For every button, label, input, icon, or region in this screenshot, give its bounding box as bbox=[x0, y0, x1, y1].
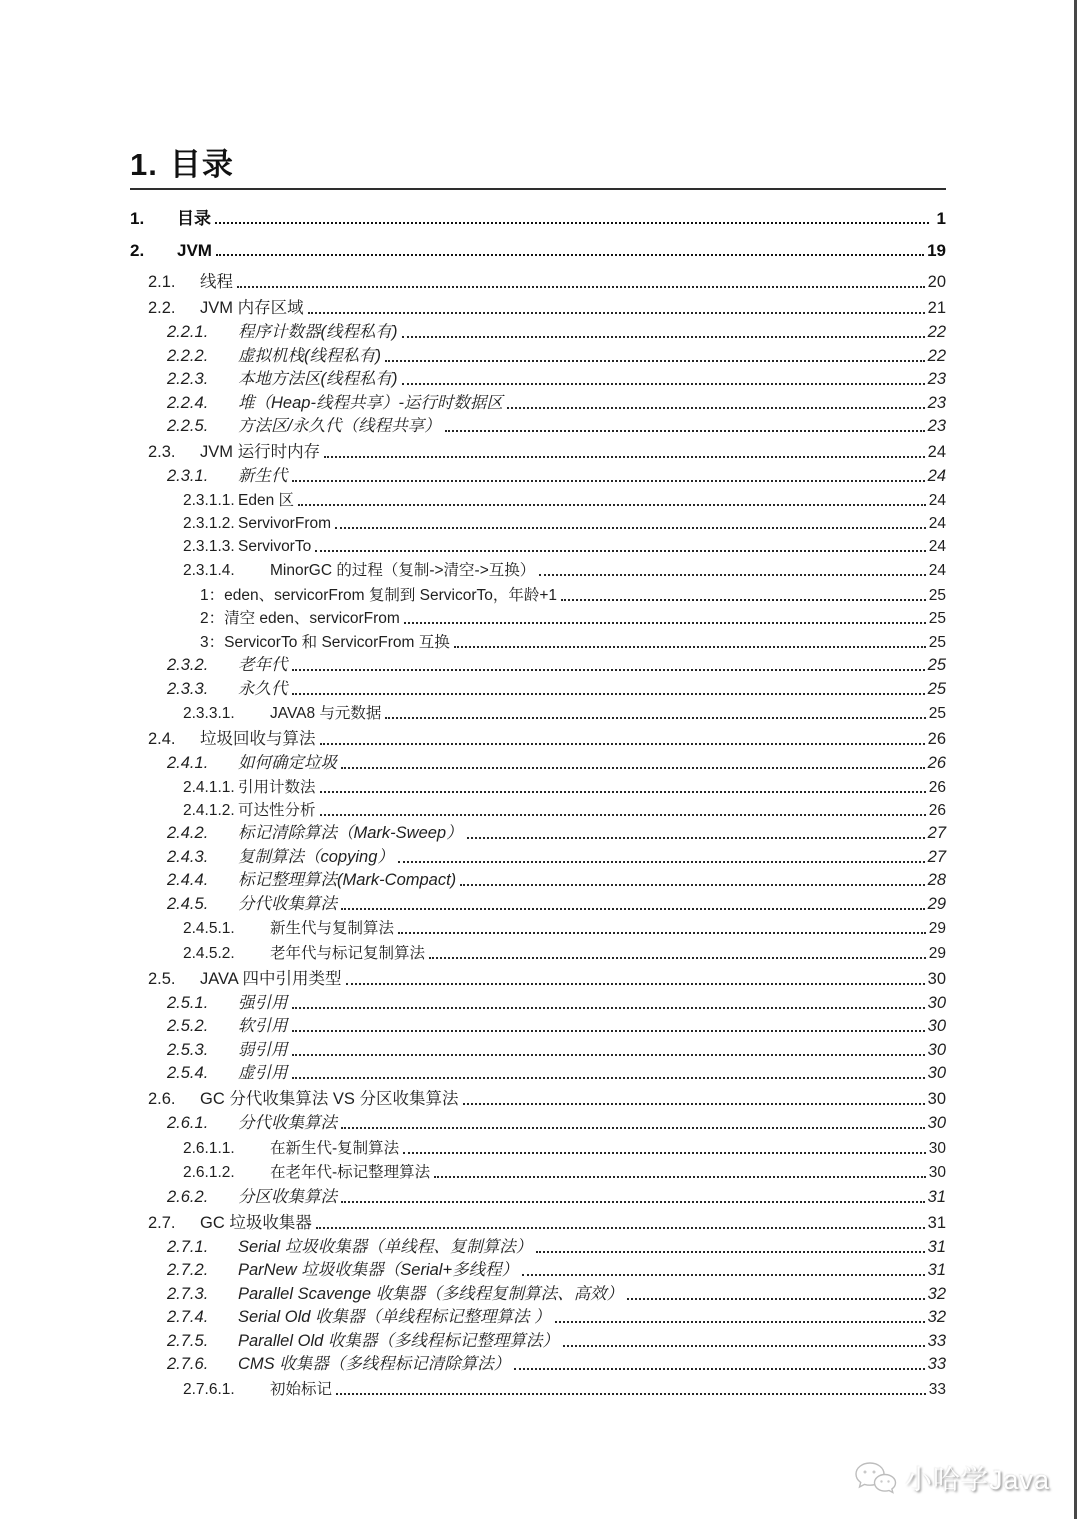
toc-entry-number: 2.2.3. bbox=[167, 370, 209, 388]
toc-entry-label: JAVA8 与元数据 bbox=[270, 705, 382, 722]
toc-entry bbox=[167, 466, 946, 487]
toc-list bbox=[130, 208, 946, 1400]
toc-entry-number: 2.6.1. bbox=[167, 1114, 209, 1132]
toc-entry bbox=[183, 490, 946, 511]
toc-entry-label: Eden 区 bbox=[238, 491, 295, 509]
toc-entry-page: 20 bbox=[927, 273, 946, 291]
toc-entry-page: 30 bbox=[927, 1090, 946, 1108]
dot-leader bbox=[402, 383, 925, 385]
toc-entry-number: 2.7.5. bbox=[167, 1331, 209, 1350]
dot-leader bbox=[324, 456, 925, 458]
toc-entry-number: 2.2.5. bbox=[167, 417, 209, 435]
toc-entry-label: 初始标记 bbox=[270, 1380, 333, 1398]
toc-entry bbox=[167, 679, 946, 700]
toc-entry-page: 30 bbox=[928, 1139, 946, 1157]
toc-entry bbox=[167, 993, 946, 1014]
toc-entry bbox=[167, 1063, 946, 1084]
toc-entry bbox=[167, 1260, 946, 1281]
toc-entry-page: 23 bbox=[927, 393, 946, 412]
toc-entry-label: CMS 收集器（多线程标记清除算法） bbox=[238, 1355, 511, 1373]
dot-leader bbox=[522, 1274, 925, 1276]
toc-entry bbox=[183, 1162, 946, 1183]
toc-entry-page: 29 bbox=[928, 944, 946, 962]
toc-entry-page: 24 bbox=[927, 467, 946, 485]
dot-leader bbox=[445, 430, 925, 432]
toc-entry-label: 弱引用 bbox=[238, 1040, 288, 1059]
toc-entry-page: 32 bbox=[927, 1308, 946, 1326]
toc-entry-label: 在老年代-标记整理算法 bbox=[270, 1164, 431, 1181]
dot-leader bbox=[316, 1227, 925, 1229]
toc-entry bbox=[183, 777, 946, 798]
toc-entry bbox=[167, 369, 946, 390]
toc-entry-page: 25 bbox=[928, 633, 946, 651]
toc-entry-label: 方法区/永久代（线程共享） bbox=[238, 417, 441, 435]
toc-entry-label: MinorGC 的过程（复制->清空->互换） bbox=[270, 562, 536, 579]
toc-entry-page: 29 bbox=[927, 894, 946, 913]
toc-entry bbox=[148, 272, 946, 293]
toc-entry-number: 2.4.1. bbox=[167, 754, 209, 772]
dot-leader bbox=[341, 1127, 925, 1129]
toc-entry bbox=[148, 298, 946, 319]
dot-leader bbox=[341, 767, 925, 769]
dot-leader bbox=[555, 1321, 925, 1323]
toc-entry-page: 23 bbox=[927, 417, 946, 435]
toc-entry-page: 28 bbox=[927, 871, 946, 889]
toc-entry bbox=[167, 346, 946, 367]
toc-entry-number: 2.7.6.1. bbox=[183, 1380, 235, 1398]
dot-leader bbox=[298, 504, 926, 506]
toc-entry bbox=[167, 393, 946, 414]
toc-entry bbox=[130, 240, 946, 261]
toc-entry-page: 30 bbox=[928, 1164, 946, 1181]
toc-entry-number: 2.4.1.2. bbox=[183, 801, 235, 819]
page-title bbox=[130, 148, 946, 182]
toc-entry-page: 26 bbox=[927, 754, 946, 772]
dot-leader bbox=[320, 814, 926, 816]
toc-entry-number: 2.3.1. bbox=[167, 467, 209, 485]
toc-entry bbox=[167, 1237, 946, 1258]
toc-entry-label: 分区收集算法 bbox=[238, 1187, 337, 1206]
page-title-number: 1. bbox=[130, 147, 158, 182]
dot-leader bbox=[403, 1152, 926, 1154]
toc-entry-label: 标记清除算法（Mark-Sweep） bbox=[238, 824, 463, 842]
toc-entry-number: 2.5.3. bbox=[167, 1040, 209, 1059]
dot-leader bbox=[507, 407, 925, 409]
toc-entry bbox=[167, 1016, 946, 1037]
toc-entry bbox=[167, 1331, 946, 1352]
toc-entry-page: 27 bbox=[927, 824, 946, 842]
toc-entry-label: Serial Old 收集器（单线程标记整理算法 ） bbox=[238, 1308, 551, 1326]
toc-entry-label: 永久代 bbox=[238, 679, 288, 698]
toc-entry-number: 2.5.2. bbox=[167, 1017, 209, 1035]
dot-leader bbox=[346, 983, 925, 985]
title-underline bbox=[130, 188, 946, 190]
toc-entry-number: 2.3.1.2. bbox=[183, 514, 235, 532]
toc-entry-page: 27 bbox=[927, 847, 946, 866]
toc-entry-page: 29 bbox=[928, 920, 946, 937]
toc-entry-label: GC 垃圾收集器 bbox=[200, 1213, 312, 1232]
toc-entry-number: 2.3.1.3. bbox=[183, 537, 235, 555]
toc-entry-page: 26 bbox=[927, 730, 946, 748]
page-title-text: 目录 bbox=[169, 147, 234, 182]
toc-entry-page: 24 bbox=[927, 443, 946, 461]
toc-entry-number: 2.5. bbox=[148, 969, 176, 988]
toc-entry-number: 2.3.3.1. bbox=[183, 705, 235, 722]
toc-entry-page: 24 bbox=[928, 562, 946, 579]
dot-leader bbox=[341, 908, 925, 910]
toc-entry-label: ParNew 垃圾收集器（Serial+多线程） bbox=[238, 1261, 519, 1279]
toc-entry-page: 1 bbox=[936, 209, 946, 228]
toc-entry-number: 2.3. bbox=[148, 443, 176, 461]
toc-entry-label: 虚引用 bbox=[238, 1064, 288, 1082]
toc-entry-page: 30 bbox=[927, 969, 946, 988]
toc-entry-page: 33 bbox=[928, 1380, 946, 1398]
dot-leader bbox=[292, 693, 925, 695]
toc-entry-label: 标记整理算法(Mark-Compact) bbox=[238, 871, 457, 889]
toc-entry-number: 2.6.1.2. bbox=[183, 1164, 235, 1181]
toc-entry-page: 33 bbox=[927, 1331, 946, 1350]
scan-edge-line bbox=[1074, 0, 1077, 1519]
dot-leader bbox=[335, 527, 926, 529]
toc-entry bbox=[167, 1113, 946, 1134]
toc-entry-number: 2.5.1. bbox=[167, 993, 209, 1012]
toc-entry-label: 新生代 bbox=[238, 467, 288, 485]
toc-entry-page: 22 bbox=[927, 323, 946, 341]
toc-entry bbox=[167, 1354, 946, 1375]
toc-entry-page: 30 bbox=[927, 1114, 946, 1132]
toc-entry-number: 2.7. bbox=[148, 1213, 176, 1232]
dot-leader bbox=[292, 1077, 925, 1079]
toc-entry-label: 软引用 bbox=[238, 1017, 288, 1035]
toc-entry-number: 2.1. bbox=[148, 273, 176, 291]
toc-entry-label: 线程 bbox=[200, 273, 233, 291]
watermark-text: 小哈学Java bbox=[904, 1465, 1050, 1495]
dot-leader bbox=[539, 574, 926, 576]
toc-entry-number: 2.3.2. bbox=[167, 656, 209, 674]
toc-entry-label: 强引用 bbox=[238, 993, 288, 1012]
toc-entry bbox=[167, 823, 946, 844]
toc-entry-number: 2.4.3. bbox=[167, 847, 209, 866]
toc-entry-number: 2.6.2. bbox=[167, 1187, 209, 1206]
toc-entry-page: 33 bbox=[927, 1355, 946, 1373]
toc-entry-number: 2.2.2. bbox=[167, 346, 209, 365]
toc-entry-number: 2.3.1.4. bbox=[183, 562, 235, 579]
toc-entry-number: 2.7.6. bbox=[167, 1355, 209, 1373]
toc-entry-page: 21 bbox=[927, 299, 946, 317]
toc-entry-label: 虚拟机栈(线程私有) bbox=[238, 346, 381, 365]
dot-leader bbox=[385, 360, 925, 362]
toc-entry-label: 垃圾回收与算法 bbox=[200, 730, 316, 748]
toc-entry-label: 目录 bbox=[177, 209, 211, 228]
toc-entry-label: 3：ServicorTo 和 ServicorFrom 互换 bbox=[200, 633, 450, 651]
toc-entry-label: Parallel Scavenge 收集器（多线程复制算法、高效） bbox=[238, 1284, 624, 1303]
dot-leader bbox=[563, 1345, 925, 1347]
dot-leader bbox=[315, 550, 926, 552]
toc-entry bbox=[167, 416, 946, 437]
dot-leader bbox=[292, 1007, 925, 1009]
toc-entry-label: JVM bbox=[177, 241, 212, 260]
toc-entry bbox=[183, 1138, 946, 1159]
toc-entry-number: 2.4.1.1. bbox=[183, 778, 235, 796]
toc-entry bbox=[167, 753, 946, 774]
toc-entry bbox=[148, 729, 946, 750]
toc-entry-label: ServivorTo bbox=[238, 537, 312, 555]
dot-leader bbox=[404, 622, 926, 624]
toc-entry-label: ServivorFrom bbox=[238, 514, 332, 532]
toc-entry-number: 2.2.1. bbox=[167, 323, 209, 341]
toc-entry bbox=[183, 918, 946, 939]
toc-entry-label: 本地方法区(线程私有) bbox=[238, 370, 398, 388]
dot-leader bbox=[398, 932, 926, 934]
toc-entry-label: 新生代与复制算法 bbox=[270, 920, 395, 937]
toc-entry bbox=[167, 1187, 946, 1208]
toc-entry-number: 2.2.4. bbox=[167, 393, 209, 412]
toc-entry-number: 2.6.1.1. bbox=[183, 1139, 235, 1157]
dot-leader bbox=[292, 480, 925, 482]
toc-entry bbox=[167, 322, 946, 343]
toc-entry-page: 25 bbox=[928, 586, 946, 604]
dot-leader bbox=[292, 1054, 925, 1056]
toc-entry bbox=[167, 655, 946, 676]
toc-entry-number: 2.4.4. bbox=[167, 871, 209, 889]
toc-entry-label: 引用计数法 bbox=[238, 778, 316, 796]
toc-entry-number: 2.7.1. bbox=[167, 1237, 209, 1256]
toc-entry-page: 30 bbox=[927, 1040, 946, 1059]
toc-entry-number: 2.4. bbox=[148, 730, 176, 748]
toc-entry bbox=[200, 608, 946, 629]
toc-entry bbox=[167, 1040, 946, 1061]
dot-leader bbox=[627, 1298, 925, 1300]
toc-entry-page: 31 bbox=[927, 1213, 946, 1232]
toc-entry-label: 堆（Heap-线程共享）-运行时数据区 bbox=[238, 393, 503, 412]
toc-entry bbox=[167, 1284, 946, 1305]
dot-leader bbox=[434, 1176, 926, 1178]
toc-entry-page: 25 bbox=[927, 679, 946, 698]
toc-entry bbox=[183, 943, 946, 964]
dot-leader bbox=[215, 222, 929, 224]
wechat-icon bbox=[853, 1460, 897, 1496]
toc-entry-label: JVM 运行时内存 bbox=[200, 443, 321, 461]
toc-entry-number: 2.7.2. bbox=[167, 1261, 209, 1279]
toc-entry-page: 31 bbox=[927, 1237, 946, 1256]
toc-entry bbox=[183, 513, 946, 534]
toc-entry bbox=[183, 536, 946, 557]
toc-entry-label: GC 分代收集算法 VS 分区收集算法 bbox=[200, 1090, 459, 1108]
toc-entry bbox=[148, 1089, 946, 1110]
dot-leader bbox=[454, 646, 926, 648]
toc-entry-page: 23 bbox=[927, 370, 946, 388]
toc-entry bbox=[148, 969, 946, 990]
dot-leader bbox=[385, 717, 925, 719]
toc-entry-label: 1：eden、servicorFrom 复制到 ServicorTo，年龄+1 bbox=[200, 586, 558, 604]
toc-entry-label: 分代收集算法 bbox=[238, 894, 337, 913]
toc-entry-page: 25 bbox=[928, 705, 946, 722]
toc-entry-page: 26 bbox=[928, 801, 946, 819]
toc-entry bbox=[167, 847, 946, 868]
dot-leader bbox=[514, 1368, 924, 1370]
watermark bbox=[853, 1458, 1050, 1497]
toc-entry bbox=[200, 585, 946, 606]
toc-entry-number: 2.4.5.1. bbox=[183, 920, 235, 937]
dot-leader bbox=[463, 1103, 925, 1105]
dot-leader bbox=[216, 254, 924, 256]
toc-entry-number: 2.3.1.1. bbox=[183, 491, 235, 509]
toc-entry-number: 2.4.5.2. bbox=[183, 944, 235, 962]
dot-leader bbox=[308, 312, 925, 314]
toc-entry-label: Serial 垃圾收集器（单线程、复制算法） bbox=[238, 1237, 533, 1256]
toc-entry bbox=[200, 632, 946, 653]
dot-leader bbox=[536, 1251, 924, 1253]
toc-entry-page: 30 bbox=[927, 1064, 946, 1082]
toc-entry bbox=[183, 800, 946, 821]
toc-entry-number: 2.3.3. bbox=[167, 679, 209, 698]
toc-entry-number: 2.4.2. bbox=[167, 824, 209, 842]
toc-entry-label: 可达性分析 bbox=[238, 801, 316, 819]
toc-entry-number: 2.7.3. bbox=[167, 1284, 209, 1303]
toc-entry-page: 25 bbox=[927, 656, 946, 674]
dot-leader bbox=[237, 286, 925, 288]
toc-entry bbox=[167, 1307, 946, 1328]
toc-entry bbox=[130, 208, 946, 229]
toc-entry-number: 2. bbox=[130, 241, 145, 260]
toc-entry-page: 31 bbox=[927, 1187, 946, 1206]
toc-entry bbox=[167, 894, 946, 915]
toc-entry-page: 31 bbox=[927, 1261, 946, 1279]
toc-entry-page: 25 bbox=[928, 610, 946, 627]
toc-entry-label: 分代收集算法 bbox=[238, 1114, 337, 1132]
toc-entry-page: 30 bbox=[927, 1017, 946, 1035]
toc-entry-label: 复制算法（copying） bbox=[238, 847, 394, 866]
toc-section bbox=[130, 148, 946, 1403]
toc-entry-number: 2.5.4. bbox=[167, 1064, 209, 1082]
dot-leader bbox=[292, 669, 925, 671]
dot-leader bbox=[429, 957, 926, 959]
toc-entry-label: 老年代 bbox=[238, 656, 288, 674]
toc-entry-page: 19 bbox=[927, 241, 946, 260]
toc-entry bbox=[148, 442, 946, 463]
dot-leader bbox=[561, 599, 926, 601]
dot-leader bbox=[460, 884, 924, 886]
toc-entry-page: 22 bbox=[927, 346, 946, 365]
toc-entry-label: 老年代与标记复制算法 bbox=[270, 944, 426, 962]
toc-entry-page: 30 bbox=[927, 993, 946, 1012]
toc-entry-page: 24 bbox=[928, 537, 946, 555]
toc-entry-label: 如何确定垃圾 bbox=[238, 754, 337, 772]
dot-leader bbox=[320, 743, 925, 745]
toc-entry bbox=[167, 870, 946, 891]
toc-entry-label: 程序计数器(线程私有) bbox=[238, 323, 398, 341]
toc-entry-page: 26 bbox=[928, 778, 946, 796]
toc-entry-number: 2.2. bbox=[148, 299, 176, 317]
toc-entry-label: 在新生代-复制算法 bbox=[270, 1139, 400, 1157]
dot-leader bbox=[467, 837, 925, 839]
toc-entry-number: 2.6. bbox=[148, 1090, 176, 1108]
toc-entry bbox=[183, 703, 946, 724]
toc-entry-label: Parallel Old 收集器（多线程标记整理算法） bbox=[238, 1331, 559, 1350]
dot-leader bbox=[336, 1393, 926, 1395]
dot-leader bbox=[341, 1201, 925, 1203]
dot-leader bbox=[292, 1030, 925, 1032]
dot-leader bbox=[320, 791, 926, 793]
dot-leader bbox=[398, 861, 925, 863]
toc-entry bbox=[183, 1379, 946, 1400]
toc-entry bbox=[148, 1213, 946, 1234]
toc-entry-label: JAVA 四中引用类型 bbox=[200, 969, 342, 988]
toc-entry-number: 1. bbox=[130, 209, 145, 228]
toc-entry bbox=[183, 560, 946, 581]
dot-leader bbox=[402, 336, 925, 338]
toc-entry-label: JVM 内存区域 bbox=[200, 299, 304, 317]
toc-entry-page: 32 bbox=[927, 1284, 946, 1303]
toc-entry-page: 24 bbox=[928, 514, 946, 532]
toc-entry-number: 2.4.5. bbox=[167, 894, 209, 913]
toc-entry-number: 2.7.4. bbox=[167, 1308, 209, 1326]
toc-entry-label: 2：清空 eden、servicorFrom bbox=[200, 610, 400, 627]
toc-entry-page: 24 bbox=[928, 491, 946, 509]
